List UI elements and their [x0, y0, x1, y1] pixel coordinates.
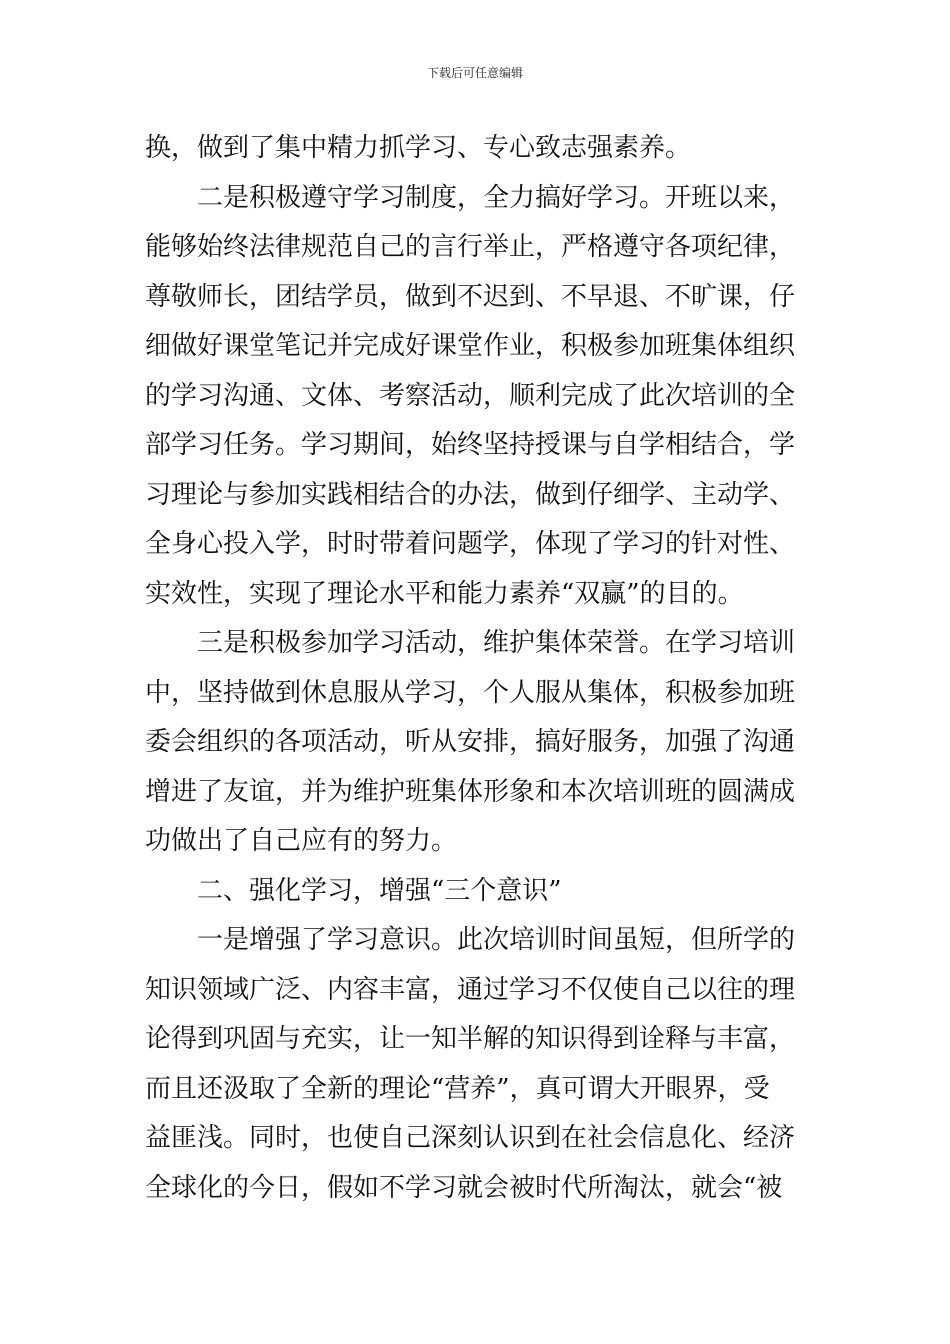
- paragraph-4-line-3: 论得到巩固与充实，让一知半解的知识得到诠释与丰富，: [145, 1024, 796, 1054]
- paragraph-3-line-3: 委会组织的各项活动，听从安排，搞好服务，加强了沟通: [145, 727, 796, 757]
- section-heading: 二、强化学习，增强“三个意识”: [197, 875, 562, 906]
- paragraph-4-line-5: 益匪浅。同时，也使自己深刻认识到在社会信息化、经济: [145, 1123, 796, 1153]
- paragraph-4-line-6: 全球化的今日，假如不学习就会被时代所淘汰，就会“被: [145, 1172, 783, 1203]
- document-body: [145, 128, 815, 1217]
- paragraph-2-line-9: 实效性，实现了理论水平和能力素养“双赢”的目的。: [145, 578, 744, 609]
- paragraph-3-line-1: 三是积极参加学习活动，维护集体荣誉。在学习培训: [197, 628, 796, 658]
- paragraph-2-line-1: 二是积极遵守学习制度，全力搞好学习。开班以来，: [197, 182, 796, 213]
- paragraph-3-line-5: 功做出了自己应有的努力。: [145, 826, 458, 856]
- paragraph-2-line-3: 尊敬师长，团结学员，做到不迟到、不早退、不旷课，仔: [145, 281, 796, 312]
- paragraph-4-line-2: 知识领域广泛、内容丰富，通过学习不仅使自己以往的理: [145, 974, 796, 1005]
- paragraph-3-line-4: 增进了友谊，并为维护班集体形象和本次培训班的圆满成: [145, 776, 796, 807]
- paragraph-4-line-4: 而且还汲取了全新的理论“营养”，真可谓大开眼界，受: [145, 1073, 770, 1104]
- paragraph-2-line-2: 能够始终法律规范自己的言行举止，严格遵守各项纪律，: [145, 232, 796, 262]
- paragraph-3-line-2: 中，坚持做到休息服从学习，个人服从集体，积极参加班: [145, 677, 796, 708]
- paragraph-2-line-5: 的学习沟通、文体、考察活动，顺利完成了此次培训的全: [145, 380, 796, 411]
- text-line-continuation: 换，做到了集中精力抓学习、专心致志强素养。: [145, 133, 692, 163]
- paragraph-2-line-7: 习理论与参加实践相结合的办法，做到仔细学、主动学、: [145, 479, 796, 510]
- paragraph-4-line-1: 一是增强了学习意识。此次培训时间虽短，但所学的: [197, 925, 796, 955]
- paragraph-2-line-4: 细做好课堂笔记并完成好课堂作业，积极参加班集体组织: [145, 331, 796, 361]
- paragraph-2-line-8: 全身心投入学，时时带着问题学，体现了学习的针对性、: [145, 529, 796, 559]
- paragraph-2-line-6: 部学习任务。学习期间，始终坚持授课与自学相结合，学: [145, 430, 796, 460]
- page-header: 下载后可任意编辑: [426, 66, 523, 80]
